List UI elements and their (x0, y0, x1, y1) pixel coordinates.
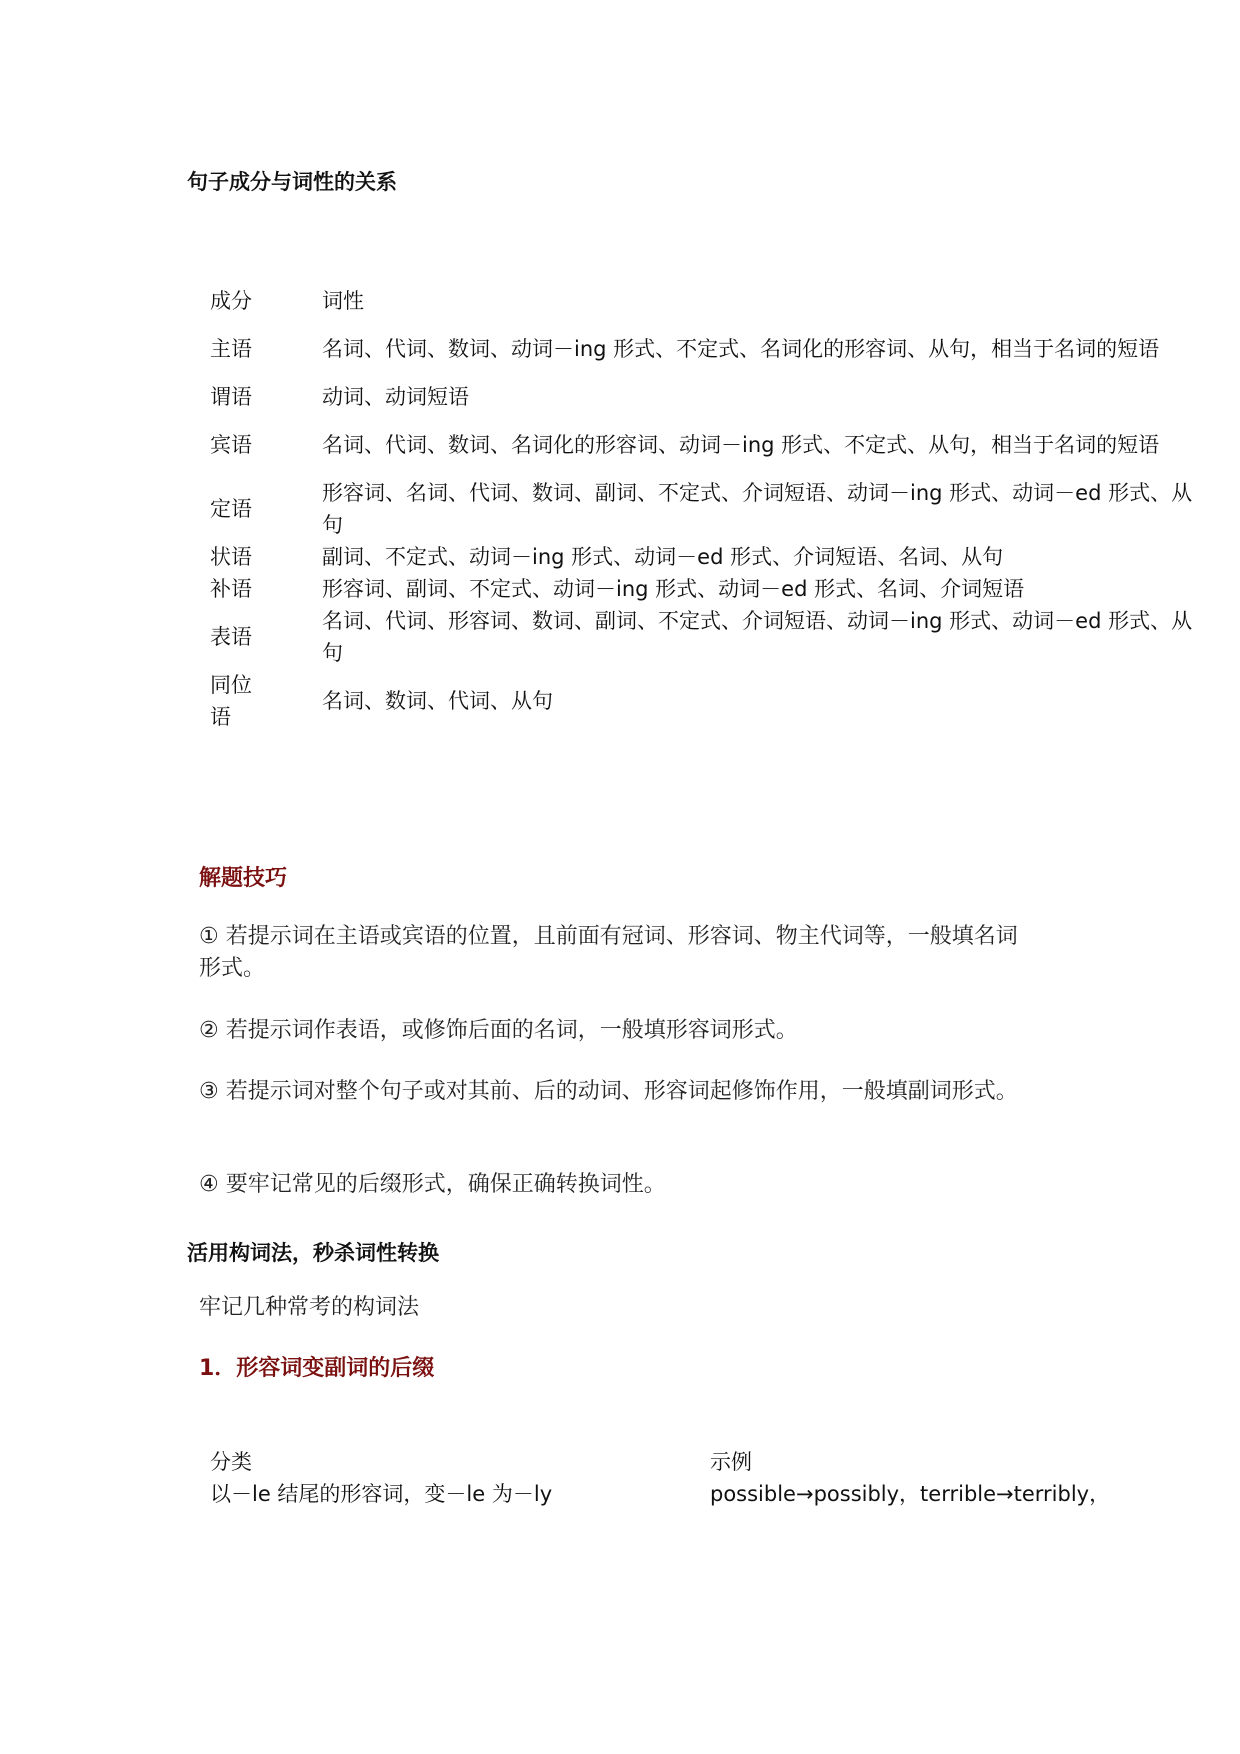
table-row (210, 573, 1210, 605)
intro-text: 牢记几种常考的构词法 (199, 1295, 420, 1320)
table-header-cell: 词性 (322, 289, 364, 313)
pos-table (210, 285, 1210, 733)
table-header-row (210, 285, 1210, 317)
table-row (210, 477, 1210, 541)
table-row (210, 605, 1210, 669)
component-cell: 定语 (210, 497, 252, 521)
tip-item: ① 若提示词在主语或宾语的位置，且前面有冠词、形容词、物主代词等，一般填名词形式。 (199, 924, 1018, 981)
example-cell: possible→possibly，terrible→terribly， (710, 1482, 1111, 1506)
tip-item: ④ 要牢记常见的后缀形式，确保正确转换词性。 (199, 1172, 666, 1197)
subheading: 1．形容词变副词的后缀 (199, 1356, 435, 1381)
pos-cell: 动词、动词短语 (322, 385, 469, 409)
component-cell (210, 669, 322, 733)
suffix-table (210, 1446, 1210, 1510)
table-header-row (210, 1446, 1210, 1478)
pos-cell: 名词、数词、代词、从句 (322, 689, 553, 713)
tip-item: ③ 若提示词对整个句子或对其前、后的动词、形容词起修饰作用，一般填副词形式。 (199, 1079, 1018, 1104)
component-cell: 宾语 (210, 433, 252, 457)
component-cell: 主语 (210, 337, 252, 361)
table-row (210, 1478, 1210, 1510)
table-row (210, 381, 1210, 413)
pos-cell: 名词、代词、数词、动词－ing 形式、不定式、名词化的形容词、从句，相当于名词的短语 (322, 337, 1160, 361)
table-header-cell: 成分 (210, 289, 252, 313)
tip-item: ② 若提示词作表语，或修饰后面的名词，一般填形容词形式。 (199, 1018, 798, 1043)
tips-heading: 解题技巧 (199, 866, 288, 891)
table-header-cell: 示例 (710, 1450, 752, 1474)
section-title: 活用构词法，秒杀词性转换 (187, 1241, 439, 1265)
pos-cell: 名词、代词、形容词、数词、副词、不定式、介词短语、动词－ing 形式、动词－ed 形式、从句 (322, 609, 1193, 665)
pos-cell: 副词、不定式、动词－ing 形式、动词－ed 形式、介词短语、名词、从句 (322, 545, 1004, 569)
component-cell: 表语 (210, 625, 252, 649)
category-cell: 以－le 结尾的形容词，变－le 为－ly (210, 1482, 553, 1506)
table-row (210, 413, 1210, 477)
component-cell: 补语 (210, 577, 252, 601)
pos-cell: 形容词、名词、代词、数词、副词、不定式、介词短语、动词－ing 形式、动词－ed 形式、从句 (322, 481, 1193, 537)
pos-cell: 名词、代词、数词、名词化的形容词、动词－ing 形式、不定式、从句，相当于名词的短语 (322, 433, 1160, 457)
component-cell: 状语 (210, 545, 252, 569)
table-header-cell: 分类 (210, 1450, 252, 1474)
pos-cell: 形容词、副词、不定式、动词－ing 形式、动词－ed 形式、名词、介词短语 (322, 577, 1025, 601)
table-row (210, 317, 1210, 381)
section-title: 句子成分与词性的关系 (187, 170, 397, 194)
table-row (210, 669, 1210, 733)
table-row (210, 541, 1210, 573)
component-text: 同位语 (210, 673, 252, 729)
component-cell: 谓语 (210, 385, 252, 409)
